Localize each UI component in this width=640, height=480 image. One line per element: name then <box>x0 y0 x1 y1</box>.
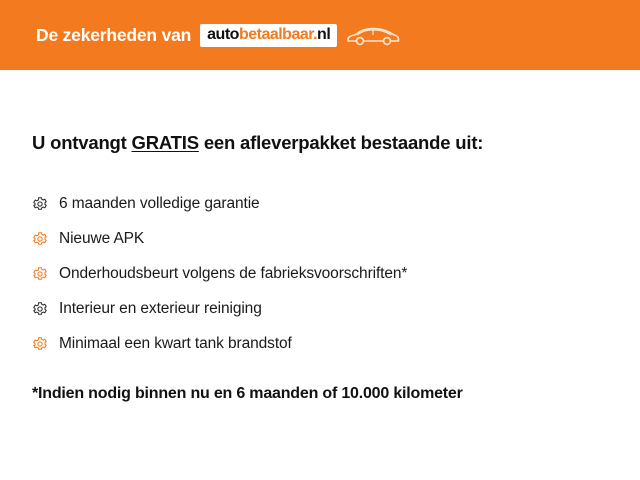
gear-icon <box>32 231 48 247</box>
list-item-label: 6 maanden volledige garantie <box>59 194 260 212</box>
headline-after: een afleverpakket bestaande uit: <box>198 132 484 153</box>
benefits-list <box>32 186 608 361</box>
gear-icon <box>32 336 48 352</box>
header-banner <box>0 0 640 70</box>
list-item <box>32 256 608 291</box>
main-content <box>0 132 640 403</box>
list-item-label: Nieuwe APK <box>59 229 145 247</box>
gear-icon <box>32 196 48 212</box>
logo-dot: . <box>313 25 318 43</box>
list-item <box>32 186 608 221</box>
footnote: *Indien nodig binnen nu en 6 maanden of 10.000 kilometer <box>32 385 463 402</box>
autobetaalbaar-logo[interactable] <box>200 24 337 47</box>
logo-text <box>207 27 330 43</box>
list-item-label: Minimaal een kwart tank brandstof <box>59 334 292 352</box>
header-content <box>36 23 400 47</box>
logo-part-auto: auto <box>207 25 239 43</box>
logo-part-nl: nl <box>317 25 331 43</box>
list-item <box>32 291 608 326</box>
headline-highlight: GRATIS <box>131 132 199 153</box>
gear-icon <box>32 266 48 282</box>
gear-icon <box>32 301 48 317</box>
list-item <box>32 326 608 361</box>
list-item-label: Interieur en exterieur reiniging <box>59 299 262 317</box>
list-item <box>32 221 608 256</box>
logo-part-betaalbaar: betaalbaar <box>238 25 314 43</box>
page-title <box>32 132 608 154</box>
car-icon <box>346 23 400 47</box>
header-title: De zekerheden van <box>36 24 192 45</box>
list-item-label: Onderhoudsbeurt volgens de fabrieksvoorschriften* <box>59 264 408 282</box>
headline-before: U ontvangt <box>32 132 132 153</box>
